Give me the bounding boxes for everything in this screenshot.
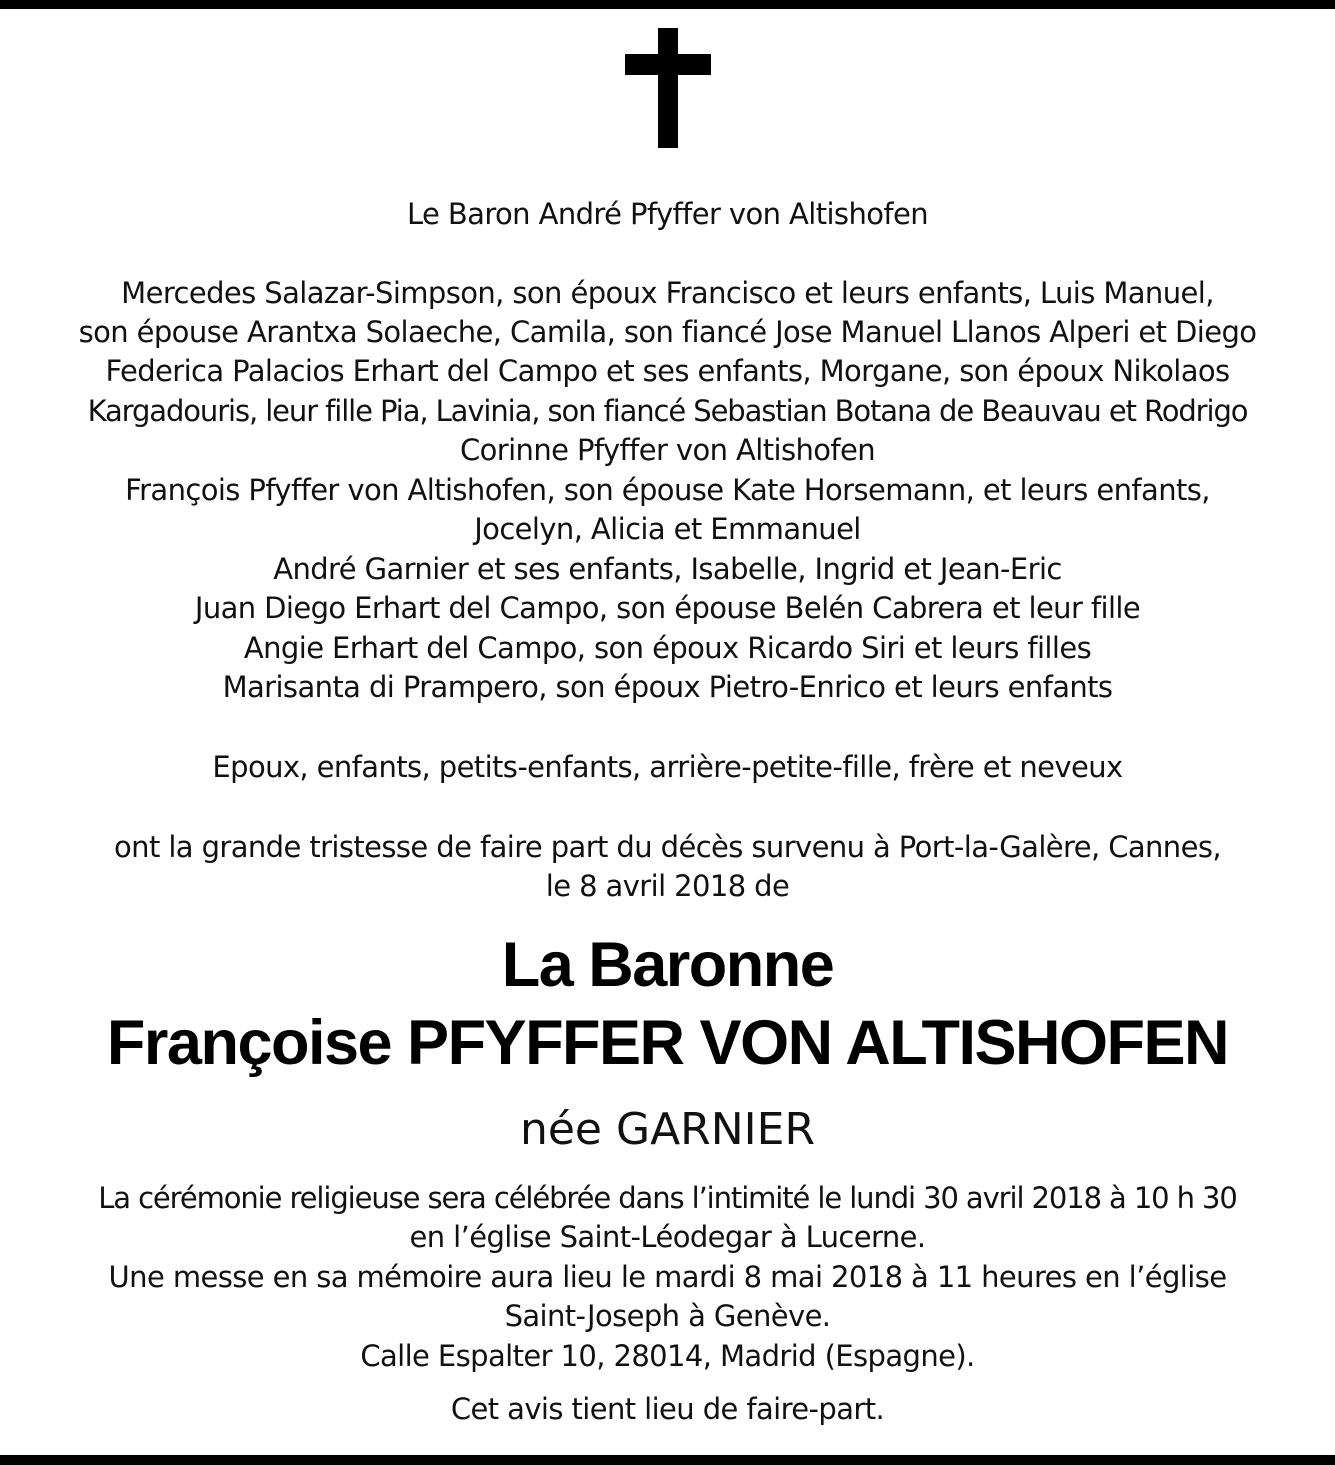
address-line: Calle Espalter 10, 28014, Madrid (Espagne). <box>360 1339 975 1373</box>
family-line: Mercedes Salazar-Simpson, son époux Francisco et leurs enfants, Luis Manuel, <box>121 276 1214 310</box>
family-line: Jocelyn, Alicia et Emmanuel <box>474 512 861 546</box>
announcer-line: Le Baron André Pfyffer von Altishofen <box>406 197 928 231</box>
cross-icon <box>625 28 711 148</box>
family-line: son épouse Arantxa Solaeche, Camila, son fiancé Jose Manuel Llanos Alperi et Diego <box>78 315 1257 349</box>
family-line: Kargadouris, leur fille Pia, Lavinia, son fiancé Sebastian Botana de Beauvau et Rodrigo <box>87 394 1248 428</box>
family-line: Corinne Pfyffer von Altishofen <box>459 433 876 467</box>
ceremony-line: Saint-Joseph à Genève. <box>504 1299 831 1333</box>
family-line: Angie Erhart del Campo, son époux Ricardo Siri et leurs filles <box>243 631 1092 665</box>
family-line: Marisanta di Prampero, son époux Pietro-Enrico et leurs enfants <box>222 670 1113 704</box>
family-line: François Pfyffer von Altishofen, son épouse Kate Horsemann, et leurs enfants, <box>125 473 1210 507</box>
family-line: Federica Palacios Erhart del Campo et ses enfants, Morgane, son époux Nikolaos <box>105 354 1230 388</box>
deceased-title: La Baronne <box>501 930 834 1000</box>
bottom-border-rule <box>0 1455 1335 1465</box>
ceremony-line: Une messe en sa mémoire aura lieu le mardi 8 mai 2018 à 11 heures en l’église <box>108 1260 1227 1294</box>
closing-line: Cet avis tient lieu de faire-part. <box>450 1392 885 1426</box>
maiden-name: née GARNIER <box>519 1104 816 1155</box>
announcement-line: ont la grande tristesse de faire part du décès survenu à Port-la-Galère, Cannes, <box>114 830 1221 864</box>
family-line: André Garnier et ses enfants, Isabelle, Ingrid et Jean-Eric <box>273 552 1062 586</box>
announcement-line: le 8 avril 2018 de <box>545 869 790 903</box>
top-border-rule <box>0 0 1335 9</box>
relations-line: Epoux, enfants, petits-enfants, arrière-petite-fille, frère et neveux <box>212 750 1123 784</box>
family-line: Juan Diego Erhart del Campo, son épouse Belén Cabrera et leur fille <box>194 591 1141 625</box>
ceremony-line: en l’église Saint-Léodegar à Lucerne. <box>409 1220 926 1254</box>
deceased-name: Françoise PFYFFER VON ALTISHOFEN <box>106 1008 1229 1078</box>
ceremony-line: La cérémonie religieuse sera célébrée dans l’intimité le lundi 30 avril 2018 à 10 h 30 <box>98 1181 1237 1215</box>
